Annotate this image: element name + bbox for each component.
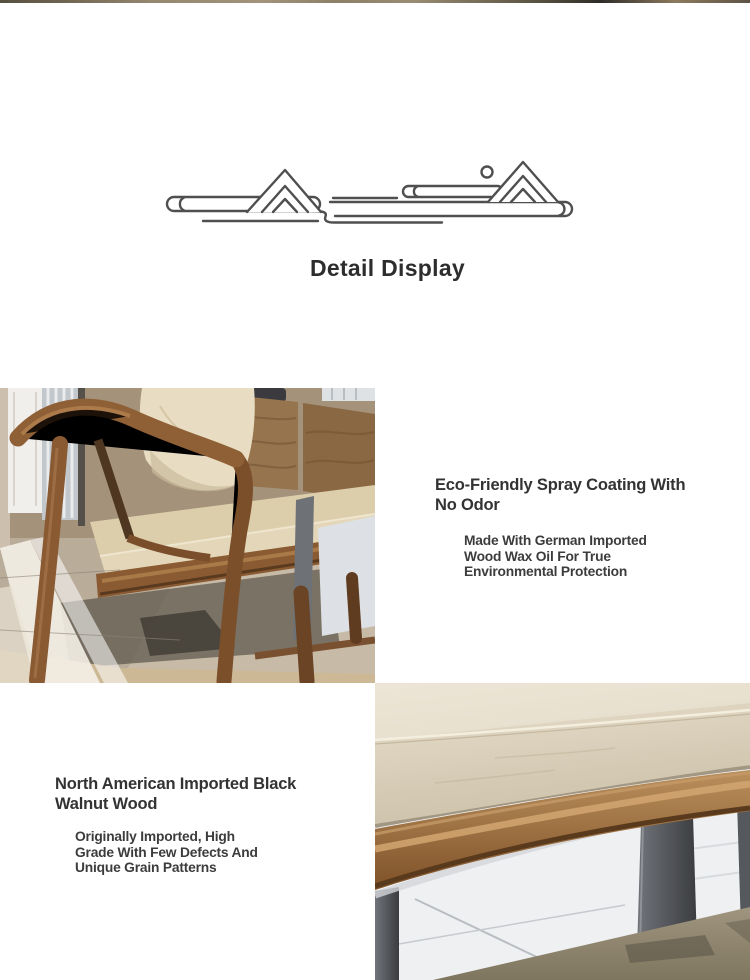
body-line: Made With German Imported: [464, 533, 647, 548]
sofa-frame-photo: [0, 388, 375, 683]
walnut-wood-heading: [55, 775, 296, 814]
body-line: Environmental Protection: [464, 564, 628, 579]
body-line: Wood Wax Oil For True: [464, 548, 611, 564]
body-line: Grade With Few Defects And: [75, 844, 258, 860]
heading-line: North American Imported Black: [55, 775, 297, 793]
previous-section-photo-edge: [0, 0, 750, 3]
heading-line: No Odor: [435, 495, 500, 514]
eco-coating-heading: [435, 476, 685, 515]
body-line: Originally Imported, High: [75, 829, 235, 844]
walnut-wood-subtext: [75, 829, 258, 876]
heading-line: Walnut Wood: [55, 794, 158, 813]
body-line: Unique Grain Patterns: [75, 860, 217, 875]
seat-closeup-photo: [375, 683, 750, 980]
page-title: Detail Display: [309, 255, 466, 281]
mountain-scroll-divider-art: [163, 157, 581, 229]
heading-line: Eco-Friendly Spray Coating With: [435, 476, 686, 494]
eco-coating-subtext: [464, 533, 647, 580]
